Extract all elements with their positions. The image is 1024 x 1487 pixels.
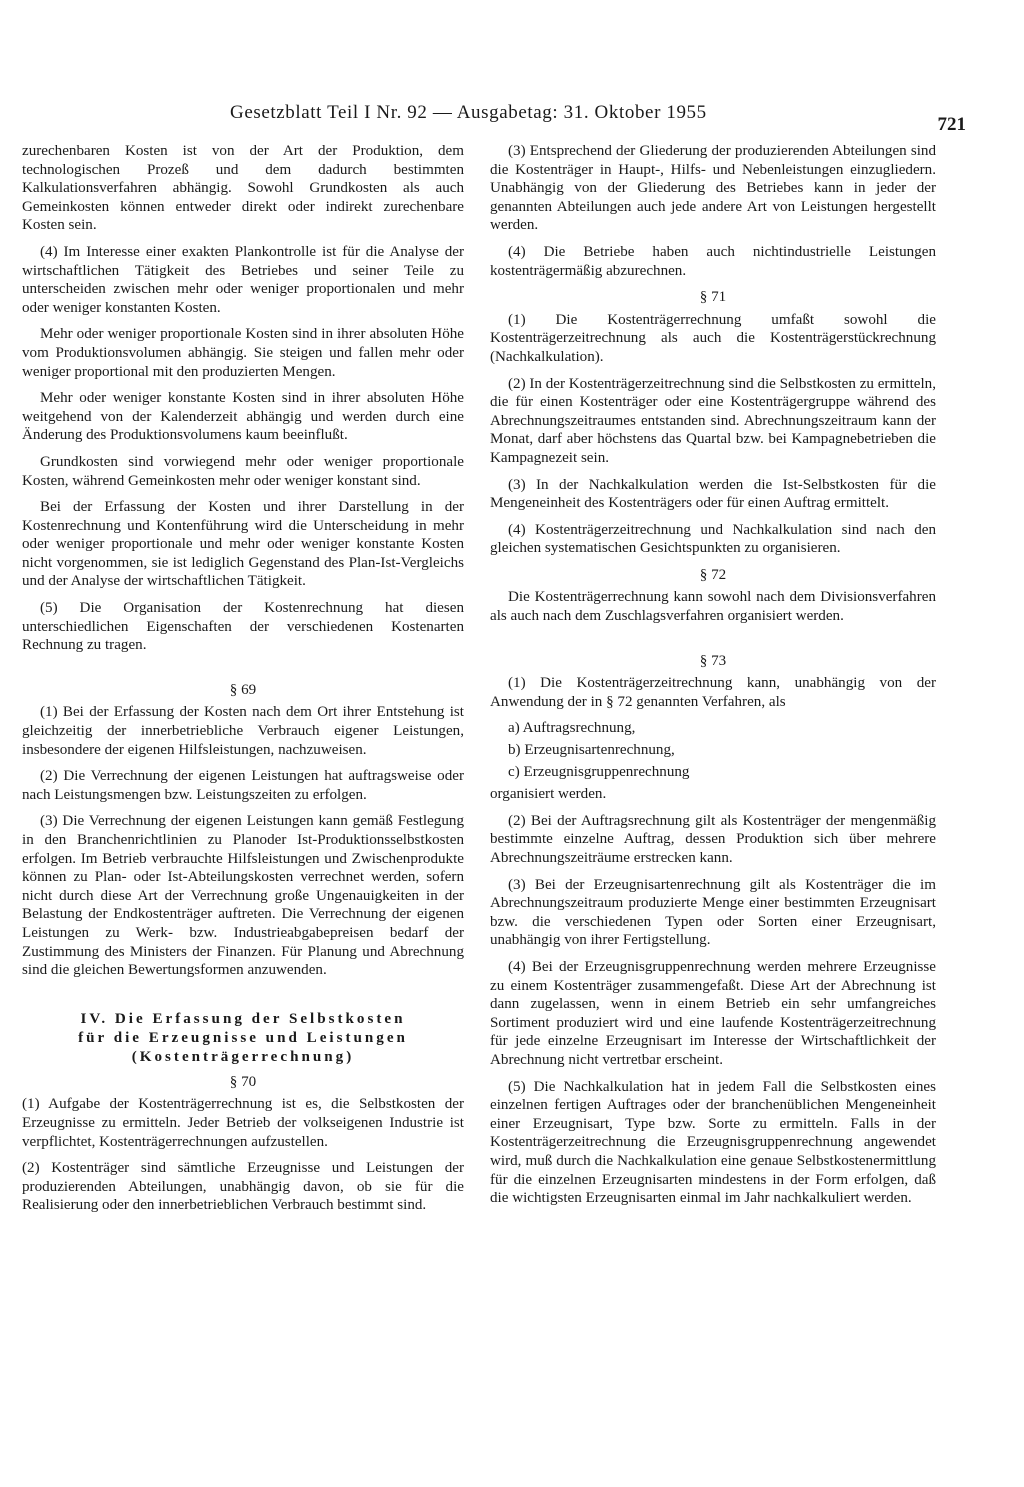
paragraph: (5) Die Nachkalkulation hat in jedem Fall die Selbstkosten eines einzelnen fertigen Auftrages oder der branchenüblichen Mengeneinheit einer Erzeugnisart, Type bzw. Sorte zu ermitteln. Falls in der Kostenträgerzeitrechnung die Erzeugnisgruppenrechnung angewendet wird, muß durch die Nachkalkulation eine genaue Selbstkostenermittlung für die einzelnen Erzeugnisarten mindestens in der Form erfolgen, daß die wichtigsten Erzeugnisarten einmal im Jahr nachkalkuliert werden. xyxy=(490,1078,936,1207)
paragraph: Mehr oder weniger proportionale Kosten sind in ihrer absoluten Höhe vom Produktionsvolumen abhängig. Sie steigen und fallen mehr oder weniger proportional mit den produzierten Mengen. xyxy=(22,326,464,380)
paragraph: (3) In der Nachkalkulation werden die Ist-Selbstkosten für die Mengeneinheit des Kostenträgers oder für einen Auftrag ermittelt. xyxy=(490,476,936,512)
paragraph: (4) Bei der Erzeugnisgruppenrechnung werden mehrere Erzeugnisse zu einem Kostenträger zusammengefaßt. Diese Art der Abrechnung ist dann zugelassen, wenn in einem Betrieb ein sehr umfangreiches Sortiment produziert wird und eine laufende Kostenträgerzeitrechnung für jede einzelne Erzeugnisart im Interesse der Wirtschaftlichkeit der Abrechnung nicht vertretbar erscheint. xyxy=(490,958,936,1068)
paragraph: (2) Kostenträger sind sämtliche Erzeugnisse und Leistungen der produzierenden Abteilungen, unabhängig davon, ob sie für die Realisierung oder den innerbetrieblichen Verbrauch bestimmt sind. xyxy=(22,1160,464,1214)
section-heading-71: § 71 xyxy=(699,289,727,306)
section-heading-72: § 72 xyxy=(699,566,727,583)
paragraph: (2) Bei der Auftragsrechnung gilt als Kostenträger der mengenmäßig bestimmte einzelne Auftrag, dessen Produktion sich über mehrere Abrechnungszeiträume erstrecken kann. xyxy=(490,812,936,866)
paragraph: (4) Die Betriebe haben auch nichtindustrielle Leistungen kostenträgermäßig abzurechnen. xyxy=(490,243,936,279)
paragraph: (3) Bei der Erzeugnisartenrechnung gilt als Kostenträger die im Abrechnungszeitraum produzierte Menge einer bestimmten Erzeugnisart bzw. die verschiedenen Typen oder Sorten einer Erzeugnisart, unabhängig von ihrer Fertigstellung. xyxy=(490,876,936,949)
paragraph: (1) Aufgabe der Kostenträgerrechnung ist es, die Selbstkosten der Erzeugnisse zu ermitteln. Jeder Betrieb der volkseigenen Industrie ist verpflichtet, Kostenträgerrechnungen aufzustellen. xyxy=(22,1096,464,1150)
paragraph: (3) Die Verrechnung der eigenen Leistungen kann gemäß Festlegung in den Branchenrichtlinien zu Planoder Ist-Produktionsselbstkosten erfolgen. Im Betrieb verbrauchte Hilfsleistungen und Zwischenprodukte können zu Plan- oder Ist-Abteilungskosten verrechnet werden, sofern nicht durch diese Art der Verrechnung große Ungenauigkeiten in der Belastung der Endkostenträger auftreten. Die Verrechnung der eigenen Leistungen zu Werk- bzw. Industrieabgabepreisen bedarf der Zustimmung des Ministers der Finanzen. Für Planung und Abrechnung sind die gleichen Bewertungsformen anzuwenden. xyxy=(22,813,464,979)
paragraph: Die Kostenträgerrechnung kann sowohl nach dem Divisionsverfahren als auch nach dem Zuschlagsverfahren organisiert werden. xyxy=(490,589,936,625)
paragraph: (2) Die Verrechnung der eigenen Leistungen hat auftragsweise oder nach Leistungsmengen bzw. Leistungszeiten zu erfolgen. xyxy=(22,768,464,803)
list-item: c) Erzeugnisgruppenrechnung xyxy=(508,763,690,780)
paragraph: (2) In der Kostenträgerzeitrechnung sind die Selbstkosten zu ermitteln, die für einen Kostenträger oder eine Kostenträgergruppe während des Abrechnungszeitraumes entstanden sind. Abrechnungszeitraum kann der Monat, darf aber höchstens das Quartal bzw. bei Kampagnebetrieben die Kampagnezeit sein. xyxy=(490,375,936,466)
paragraph: (4) Im Interesse einer exakten Plankontrolle ist für die Analyse der wirtschaftlichen Tätigkeit des Betriebes und seiner Teile zu unterscheiden zwischen mehr oder weniger proportionalen und mehr oder weniger konstanten Kosten. xyxy=(22,243,464,316)
list-item: b) Erzeugnisartenrechnung, xyxy=(508,742,675,759)
chapter-heading-line: IV. Die Erfassung der Selbstkosten xyxy=(80,1010,406,1027)
section-heading-70: § 70 xyxy=(229,1073,257,1090)
paragraph: organisiert werden. xyxy=(490,786,607,803)
chapter-heading-line: für die Erzeugnisse und Leistungen xyxy=(78,1029,408,1046)
page-header xyxy=(60,102,966,136)
chapter-heading xyxy=(22,1010,464,1067)
paragraph: zurechenbaren Kosten ist von der Art der Produktion, dem technologischen Prozeß und dem dadurch bestimmten Kalkulationsverfahren abhängig. Sowohl Grundkosten als auch Gemeinkosten können entweder direkt oder indirekt zurechenbare Kosten sein. xyxy=(22,143,464,234)
paragraph: (4) Kostenträgerzeitrechnung und Nachkalkulation sind nach den gleichen systematischen Gesichtspunkten zu organisieren. xyxy=(490,521,936,557)
list xyxy=(490,719,936,781)
chapter-heading-line: (Kostenträgerrechnung) xyxy=(131,1048,355,1065)
right-column xyxy=(490,142,936,1216)
paragraph: (1) Die Kostenträgerrechnung umfaßt sowohl die Kostenträgerzeitrechnung als auch die Kostenträgerstückrechnung (Nachkalkulation). xyxy=(490,311,936,365)
paragraph: Mehr oder weniger konstante Kosten sind in ihrer absoluten Höhe weitgehend von der Kalenderzeit abhängig und werden durch eine Änderung des Produktionsvolumens kaum beeinflußt. xyxy=(22,390,464,444)
section-heading-69: § 69 xyxy=(229,681,257,698)
left-column xyxy=(22,142,464,1223)
paragraph: Grundkosten sind vorwiegend mehr oder weniger proportionale Kosten, während Gemeinkosten mehr oder weniger konstant sind. xyxy=(22,453,464,489)
header-title: Gesetzblatt Teil I Nr. 92 — Ausgabetag: 31. Oktober 1955 xyxy=(230,102,707,123)
page-number: 721 xyxy=(937,114,966,135)
paragraph: (5) Die Organisation der Kostenrechnung hat diesen unterschiedlichen Eigenschaften der verschiedenen Kostenarten Rechnung zu tragen. xyxy=(22,600,464,654)
section-heading-73: § 73 xyxy=(699,652,727,669)
paragraph: (1) Die Kostenträgerzeitrechnung kann, unabhängig von der Anwendung der in § 72 genannten Verfahren, als xyxy=(490,675,936,710)
paragraph: Bei der Erfassung der Kosten und ihrer Darstellung in der Kostenrechnung und Kontenführung wird die Unterscheidung in mehr oder weniger proportionale und mehr oder weniger konstante Kosten nicht vorgenommen, sie ist lediglich Gegenstand des Plan-Ist-Vergleichs und der Analyse der wirtschaftlichen Tätigkeit. xyxy=(22,499,464,590)
paragraph: (1) Bei der Erfassung der Kosten nach dem Ort ihrer Entstehung ist gleichzeitig der innerbetriebliche Verbrauch eigener Leistungen, insbesondere der eigenen Hilfsleistungen, nachzuweisen. xyxy=(22,704,464,758)
paragraph: (3) Entsprechend der Gliederung der produzierenden Abteilungen sind die Kostenträger in Haupt-, Hilfs- und Nebenleistungen einzugliedern. Unabhängig von der Gliederung des Betriebes kann in jeder der genannten Abteilungen auch jede andere Art von Leistungen hergestellt werden. xyxy=(490,143,936,234)
list-item: a) Auftragsrechnung, xyxy=(508,720,636,737)
